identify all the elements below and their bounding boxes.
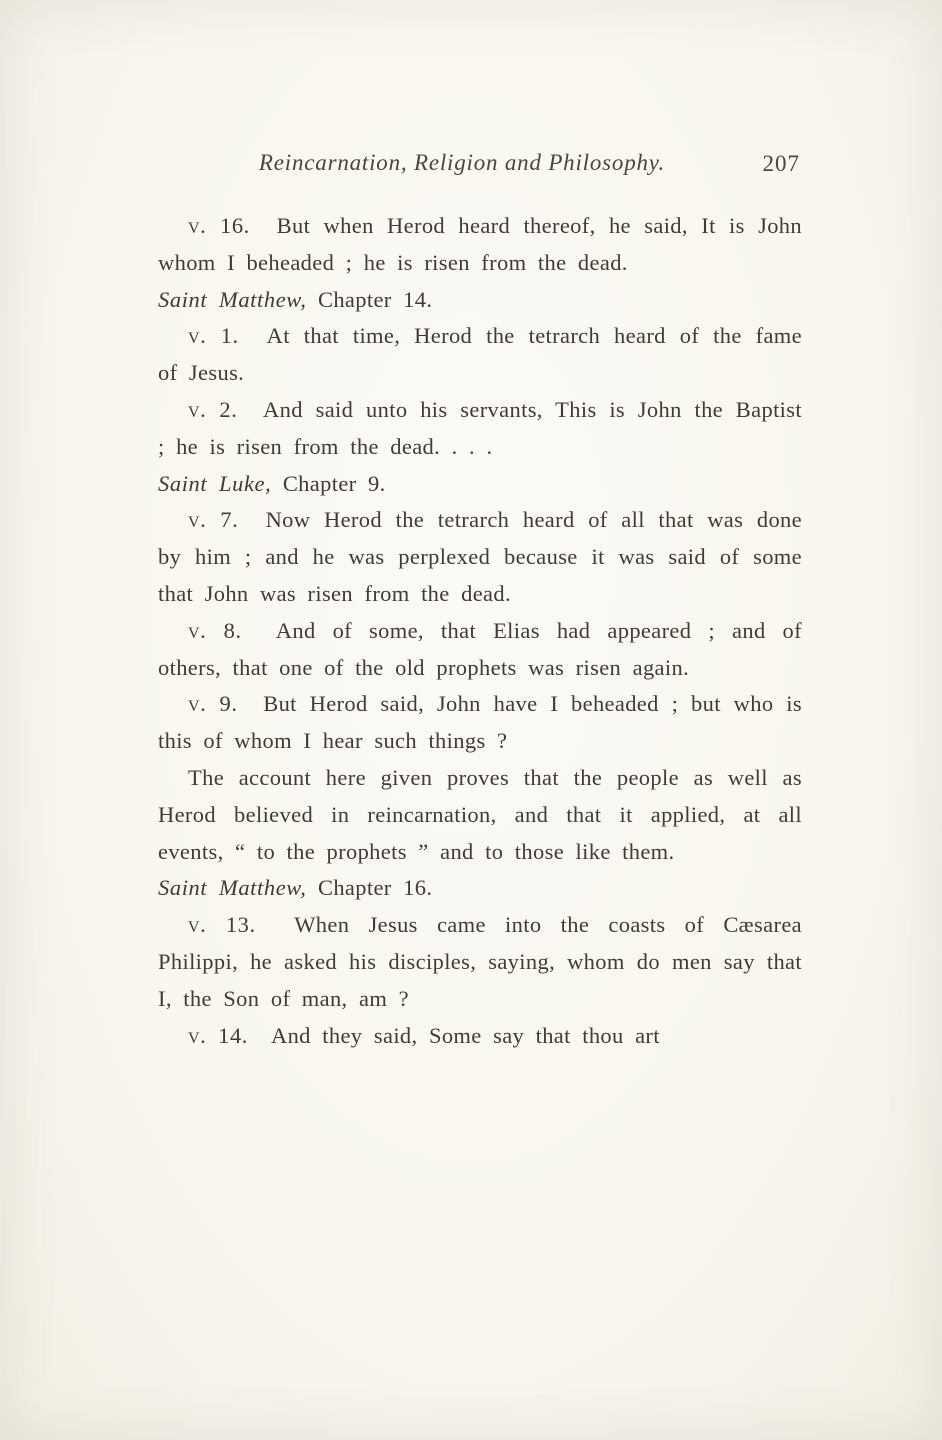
- running-title: Reincarnation, Religion and Philosophy.: [258, 150, 666, 175]
- chapter-heading: [158, 282, 802, 319]
- book-name: Saint Matthew,: [158, 286, 307, 312]
- chapter-label: Chapter 14.: [317, 286, 433, 312]
- book-name: Saint Matthew,: [158, 875, 307, 901]
- verse-paragraph: [158, 907, 802, 1017]
- verse-paragraph: [158, 613, 802, 687]
- verse-paragraph: [158, 686, 802, 760]
- verse-label: v. 13.: [188, 912, 256, 938]
- verse-text: And of some, that Elias had appeared ; and of others, that one of the old prophets was risen again.: [158, 617, 802, 680]
- chapter-heading: [158, 466, 802, 503]
- book-name: Saint Luke,: [158, 470, 272, 496]
- verse-paragraph: [158, 318, 802, 392]
- verse-paragraph: [158, 1018, 802, 1055]
- verse-text: But when Herod heard thereof, he said, It is John whom I beheaded ; he is risen from the dead.: [158, 213, 802, 275]
- page-body: [158, 208, 802, 1054]
- verse-label: v. 8.: [188, 617, 242, 643]
- body-paragraph: [158, 760, 802, 870]
- verse-text: At that time, Herod the tetrarch heard of the fame of Jesus.: [158, 323, 802, 386]
- running-head: [158, 150, 802, 184]
- verse-text: And said unto his servants, This is John the Baptist ; he is risen from the dead. . . .: [158, 396, 802, 459]
- verse-label: v. 7.: [188, 507, 239, 533]
- verse-label: v. 1.: [188, 323, 239, 349]
- verse-label: v. 2.: [188, 396, 238, 422]
- verse-label: v. 14.: [188, 1022, 249, 1048]
- page-number: 207: [762, 151, 800, 176]
- verse-text: Now Herod the tetrarch heard of all that was done by him ; and he was perplexed because it was said of some that John was risen from the dead.: [158, 507, 802, 606]
- verse-text: And they said, Some say that thou art: [270, 1022, 660, 1048]
- verse-label: v. 9.: [188, 691, 238, 717]
- chapter-label: Chapter 9.: [282, 470, 386, 496]
- verse-text: But Herod said, John have I beheaded ; but who is this of whom I hear such things ?: [158, 691, 802, 754]
- chapter-heading: [158, 870, 802, 907]
- verse-paragraph: [158, 502, 802, 612]
- verse-paragraph: [158, 392, 802, 466]
- verse-text: When Jesus came into the coasts of Cæsarea Philippi, he asked his disciples, saying, whom do men say that I, the Son of man, am ?: [158, 912, 803, 1011]
- verse-paragraph: [158, 208, 802, 282]
- text-block: [158, 150, 802, 1054]
- paragraph-text: The account here given proves that the people as well as Herod believed in reincarnation, and that it applied, at all events, “ to the prophets ” and to those like them.: [158, 764, 802, 864]
- verse-label: v. 16.: [188, 213, 250, 238]
- chapter-label: Chapter 16.: [317, 875, 433, 901]
